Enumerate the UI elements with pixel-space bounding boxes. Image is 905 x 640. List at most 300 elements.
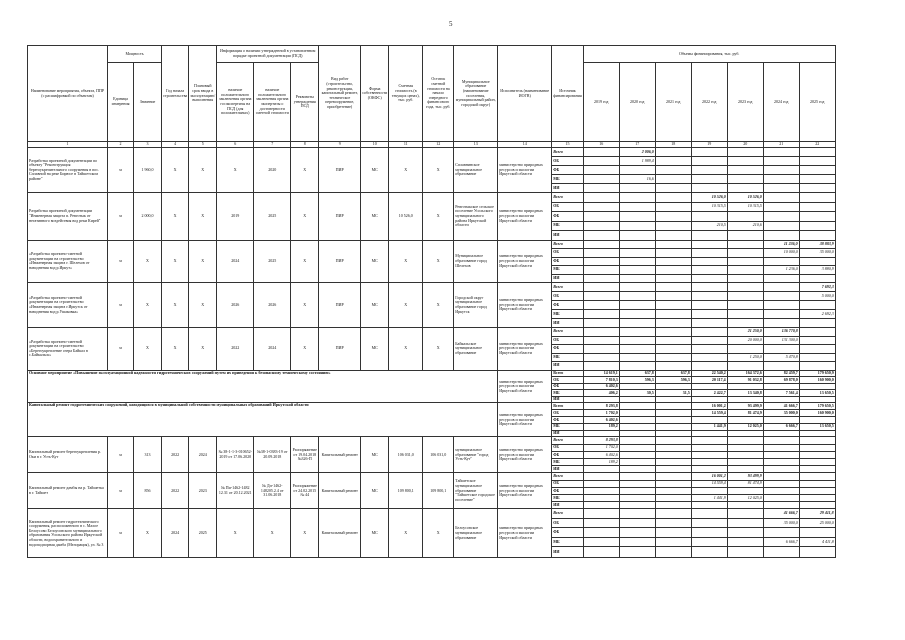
funding-total <box>727 396 763 403</box>
section-title: Капитальный ремонт гидротехнических сооружений, находящихся в муниципальной собственности муниципальных образований Иркутской области <box>28 403 498 437</box>
column-number: 12 <box>423 142 454 148</box>
funding-value <box>799 274 835 283</box>
executor: министерство природных ресурсов и экологии Иркутской области <box>498 193 552 241</box>
funding-value <box>691 528 727 538</box>
funding-value: 4 411,8 <box>799 537 835 547</box>
funding-value: 93 499,9 <box>727 473 763 480</box>
funding-value <box>655 184 691 193</box>
funding-value <box>583 494 619 501</box>
funding-value <box>799 494 835 501</box>
column-number: 8 <box>291 142 319 148</box>
funding-value <box>655 202 691 212</box>
psd-approval: X <box>291 283 319 328</box>
funding-value <box>727 502 763 509</box>
funding-source: ОБ <box>552 480 583 487</box>
capacity-unit: м <box>108 473 134 509</box>
funding-value <box>727 518 763 528</box>
funding-value: 12 025,0 <box>727 494 763 501</box>
funding-total <box>655 423 691 430</box>
funding-total <box>691 417 727 424</box>
funding-value <box>763 494 799 501</box>
funding-total: 35 000,0 <box>763 410 799 417</box>
funding-value <box>583 353 619 362</box>
funding-value: 10 315,5 <box>691 202 727 212</box>
funding-value <box>583 480 619 487</box>
funding-source: ИИ <box>552 547 583 558</box>
funding-total <box>655 396 691 403</box>
funding-value: 35 000,0 <box>763 518 799 528</box>
funding-value <box>799 444 835 451</box>
funding-source: ОБ <box>552 336 583 345</box>
funding-value <box>583 266 619 275</box>
page-number: 5 <box>449 20 453 28</box>
funding-source: Всего <box>552 473 583 480</box>
estimate-cost: X <box>389 240 423 283</box>
funding-value <box>655 257 691 266</box>
work-type: ПИР <box>319 328 361 371</box>
psd-approval: X <box>291 328 319 371</box>
funding-value: 7 692,3 <box>799 283 835 292</box>
funding-value <box>619 537 655 547</box>
funding-value <box>619 292 655 301</box>
funding-total <box>691 430 727 437</box>
completion-year: X <box>189 193 217 241</box>
funding-source: ФБ <box>552 383 583 390</box>
column-number: 7 <box>254 142 291 148</box>
funding-value <box>691 518 727 528</box>
funding-value <box>655 353 691 362</box>
funding-source: МБ <box>552 175 583 184</box>
column-number: 13 <box>454 142 498 148</box>
funding-value <box>763 257 799 266</box>
funding-value <box>583 466 619 473</box>
funding-total: 22 540,2 <box>691 370 727 377</box>
funding-source: ФБ <box>552 487 583 494</box>
funding-value <box>691 328 727 337</box>
object-name: «Разработка проектно-сметной документации на строительство «Инженерная защита г.Иркутск от наводнения вод р.Ушаковка» <box>28 283 108 328</box>
funding-value <box>583 310 619 319</box>
funding-value <box>583 283 619 292</box>
header-remaining: Остаток сметной стоимости на начало очередного финансового года, тыс. руб. <box>423 46 454 142</box>
funding-value <box>583 274 619 283</box>
funding-total <box>763 430 799 437</box>
funding-value <box>763 310 799 319</box>
capacity-unit: м <box>108 240 134 283</box>
header-sources: Источник финансирования <box>552 46 583 142</box>
funding-value <box>619 502 655 509</box>
funding-value <box>691 509 727 519</box>
funding-total <box>619 396 655 403</box>
funding-value <box>619 319 655 328</box>
funding-total <box>655 383 691 390</box>
funding-source: МБ <box>552 353 583 362</box>
funding-value <box>619 473 655 480</box>
psd-approval: X <box>291 509 319 558</box>
funding-value <box>691 437 727 444</box>
funding-source: Всего <box>552 283 583 292</box>
funding-value <box>619 518 655 528</box>
capacity-unit: м <box>108 283 134 328</box>
header-doc-info: Информация о наличии утвержденной в установленном порядке проектной документации (ПСД) <box>217 46 319 63</box>
remaining-cost: X <box>423 148 454 193</box>
funding-total: 14 619,1 <box>583 370 619 377</box>
funding-source: Всего <box>552 328 583 337</box>
funding-value <box>799 345 835 354</box>
funding-total <box>691 383 727 390</box>
funding-value: 136 770,8 <box>763 328 799 337</box>
object-name: «Разработка проектно-сметной документации на строительство «Берегоукрепление озера Байкал в с.Байкальск» <box>28 328 108 371</box>
municipality: Городской округ муниципальное образование город Иркутск <box>454 283 498 328</box>
funding-value <box>583 292 619 301</box>
source-row <box>28 240 836 249</box>
funding-value <box>619 257 655 266</box>
capacity-unit: м <box>108 509 134 558</box>
capacity-unit: м <box>108 437 134 473</box>
funding-value <box>691 466 727 473</box>
funding-value <box>583 148 619 157</box>
funding-value: 25 000,0 <box>799 518 835 528</box>
funding-value <box>799 221 835 231</box>
funding-value <box>583 528 619 538</box>
funding-value <box>799 148 835 157</box>
header-year-2025: 2025 год <box>799 63 835 142</box>
funding-value <box>727 345 763 354</box>
funding-value <box>763 362 799 371</box>
ownership-form: МС <box>361 148 389 193</box>
funding-value <box>799 362 835 371</box>
capacity-value: X <box>134 509 162 558</box>
funding-value <box>727 310 763 319</box>
remaining-cost: X <box>423 240 454 283</box>
funding-value <box>655 319 691 328</box>
funding-value <box>799 328 835 337</box>
funding-source: ИИ <box>552 362 583 371</box>
funding-total <box>763 383 799 390</box>
municipality: Сплавнинское муниципальное образование <box>454 148 498 193</box>
funding-value <box>799 547 835 558</box>
work-type: ПИР <box>319 283 361 328</box>
funding-value <box>763 292 799 301</box>
expertise-conclusion: 2022 <box>217 328 254 371</box>
funding-source: ИИ <box>552 396 583 403</box>
funding-value: 2 006,0 <box>619 148 655 157</box>
funding-value <box>655 212 691 222</box>
funding-value <box>691 336 727 345</box>
executor: министерство природных ресурсов и экологии Иркутской области <box>498 437 552 473</box>
funding-total: 2 422,7 <box>691 390 727 397</box>
funding-total: 179 650,5 <box>799 403 835 410</box>
funding-source: ФБ <box>552 528 583 538</box>
funding-value <box>655 437 691 444</box>
start-year: 2022 <box>162 473 189 509</box>
funding-value <box>799 336 835 345</box>
funding-value <box>655 444 691 451</box>
investment-table <box>27 45 836 558</box>
funding-value <box>763 166 799 175</box>
object-name: Капитальный ремонт дамбы на р. Тайшетка в г. Тайшет <box>28 473 108 509</box>
funding-value <box>727 148 763 157</box>
funding-value: 21 250,0 <box>727 328 763 337</box>
funding-value <box>655 221 691 231</box>
reliability-conclusion: № Дп-1462-148205.2.4 от 31.06.2018 <box>254 473 291 509</box>
funding-total: 31,5 <box>655 390 691 397</box>
start-year: X <box>162 283 189 328</box>
funding-source: МБ <box>552 494 583 501</box>
funding-value <box>799 528 835 538</box>
funding-value <box>619 353 655 362</box>
funding-value: 35 000,0 <box>799 249 835 258</box>
funding-source: ФБ <box>552 166 583 175</box>
funding-value <box>655 292 691 301</box>
estimate-cost: X <box>389 328 423 371</box>
funding-value <box>655 502 691 509</box>
funding-value <box>763 459 799 466</box>
funding-total: 81 474,9 <box>727 410 763 417</box>
capacity-value: 1 960,0 <box>134 148 162 193</box>
funding-value <box>691 212 727 222</box>
header-year-2019: 2019 год <box>583 63 619 142</box>
section-title: Основное мероприятие «Повышение эксплуатационной надежности гидротехнических сооружений путем их приведения к безопасному техническому состоянию» <box>28 370 498 403</box>
header-unit: Единица измерения <box>108 63 134 142</box>
funding-source: ОБ <box>552 202 583 212</box>
funding-source: ОБ <box>552 157 583 166</box>
funding-value: 210,6 <box>727 221 763 231</box>
reliability-conclusion: 2026 <box>254 283 291 328</box>
column-number: 1 <box>28 142 108 148</box>
funding-value <box>799 353 835 362</box>
funding-value <box>619 301 655 310</box>
source-row <box>28 473 836 480</box>
funding-source: ИИ <box>552 502 583 509</box>
executor: министерство природных ресурсов и экологии Иркутской области <box>498 240 552 283</box>
funding-value <box>691 266 727 275</box>
funding-total <box>799 396 835 403</box>
remaining-cost: X <box>423 328 454 371</box>
funding-source: ОБ <box>552 249 583 258</box>
funding-value <box>691 502 727 509</box>
psd-approval: X <box>291 240 319 283</box>
funding-value <box>655 157 691 166</box>
funding-value <box>691 292 727 301</box>
funding-value <box>763 480 799 487</box>
funding-source: Всего <box>552 240 583 249</box>
reliability-conclusion: 2020 <box>254 148 291 193</box>
header-doc2: наличие положительного заключения органа экспертизы о достоверности сметной стоимости <box>254 63 291 142</box>
reliability-conclusion: №38-1-0383-19 от 20.09.2018 <box>254 437 291 473</box>
funding-value <box>583 547 619 558</box>
funding-value <box>799 202 835 212</box>
funding-value <box>763 528 799 538</box>
funding-value <box>583 202 619 212</box>
funding-value <box>619 362 655 371</box>
funding-value <box>727 231 763 241</box>
funding-total <box>619 417 655 424</box>
funding-value <box>763 437 799 444</box>
funding-total: 7 561,4 <box>763 390 799 397</box>
funding-value <box>763 502 799 509</box>
funding-source: ФБ <box>552 417 583 424</box>
funding-value <box>763 184 799 193</box>
funding-value <box>727 283 763 292</box>
funding-value: 11 236,0 <box>763 240 799 249</box>
funding-value <box>799 451 835 458</box>
funding-source: Всего <box>552 370 583 377</box>
funding-value <box>691 184 727 193</box>
funding-source: МБ <box>552 221 583 231</box>
funding-value <box>691 283 727 292</box>
funding-value <box>619 310 655 319</box>
section-executor: министерство природных ресурсов и экологии Иркутской области <box>498 403 552 437</box>
funding-value <box>799 473 835 480</box>
column-number: 16 <box>583 142 619 148</box>
funding-total <box>583 430 619 437</box>
start-year: 2024 <box>162 509 189 558</box>
funding-value <box>619 509 655 519</box>
funding-value <box>691 451 727 458</box>
funding-source: ИИ <box>552 466 583 473</box>
funding-total: 179 650,9 <box>799 370 835 377</box>
expertise-conclusion: X <box>217 148 254 193</box>
funding-value: 10 526,0 <box>691 193 727 203</box>
municipality: Тайшетское муниципальное образование "Тайшетское городское поселение" <box>454 473 498 509</box>
column-number: 2 <box>108 142 134 148</box>
estimate-cost: 109 800,1 <box>389 473 423 509</box>
header-work-type: Вид работ (строительство, реконструкция, капитальный ремонт, техническое перевооружение, приобретение) <box>319 46 361 142</box>
funding-total <box>691 396 727 403</box>
funding-value: 3 880,9 <box>799 266 835 275</box>
column-number: 19 <box>691 142 727 148</box>
funding-value <box>619 266 655 275</box>
ownership-form: МС <box>361 473 389 509</box>
funding-total: 30,5 <box>619 390 655 397</box>
funding-value <box>727 362 763 371</box>
funding-source: МБ <box>552 390 583 397</box>
source-row <box>28 437 836 444</box>
funding-value <box>655 193 691 203</box>
funding-value <box>799 466 835 473</box>
column-number: 10 <box>361 142 389 148</box>
funding-value: 10 000,0 <box>763 249 799 258</box>
funding-value <box>799 502 835 509</box>
funding-value <box>727 528 763 538</box>
header-year-2023: 2023 год <box>727 63 763 142</box>
header-ownership: Форма собственности (ОКФС) <box>361 46 389 142</box>
funding-value <box>583 184 619 193</box>
funding-value <box>583 301 619 310</box>
source-row <box>28 328 836 337</box>
funding-value <box>727 292 763 301</box>
funding-source: ФБ <box>552 257 583 266</box>
funding-value <box>619 437 655 444</box>
funding-value <box>691 157 727 166</box>
funding-value <box>655 480 691 487</box>
funding-value: 189,2 <box>583 459 619 466</box>
header-municipality: Муниципальное образование (наименование поселения, муниципальный район, городской округ) <box>454 46 498 142</box>
funding-value: 1 441,9 <box>691 494 727 501</box>
funding-value <box>655 528 691 538</box>
funding-value <box>763 319 799 328</box>
funding-value <box>763 466 799 473</box>
funding-value <box>727 459 763 466</box>
funding-value <box>655 487 691 494</box>
funding-value <box>655 466 691 473</box>
expertise-conclusion: 2024 <box>217 240 254 283</box>
funding-value <box>691 175 727 184</box>
completion-year: X <box>189 283 217 328</box>
municipality: Ревготыкское сельское поселение Усольского муниципального района Иркутской области <box>454 193 498 241</box>
funding-value <box>619 336 655 345</box>
funding-value <box>691 353 727 362</box>
funding-value <box>619 494 655 501</box>
work-type: Капитальный ремонт <box>319 509 361 558</box>
funding-value <box>727 240 763 249</box>
work-type: ПИР <box>319 240 361 283</box>
header-funding: Объемы финансирования, тыс. руб. <box>583 46 835 63</box>
funding-total: 164 372,6 <box>727 370 763 377</box>
ownership-form: МС <box>361 437 389 473</box>
funding-source: ОБ <box>552 410 583 417</box>
funding-value <box>583 509 619 519</box>
funding-value <box>727 166 763 175</box>
funding-total <box>799 383 835 390</box>
funding-value <box>619 444 655 451</box>
ownership-form: МС <box>361 283 389 328</box>
funding-total: 406,2 <box>583 390 619 397</box>
column-number: 14 <box>498 142 552 148</box>
header-executor: Исполнитель (наименование ИОГВ) <box>498 46 552 142</box>
psd-approval: X <box>291 148 319 193</box>
funding-value <box>619 212 655 222</box>
funding-value <box>727 157 763 166</box>
funding-value <box>655 494 691 501</box>
funding-value: 131 300,0 <box>763 336 799 345</box>
funding-value <box>655 459 691 466</box>
ownership-form: МС <box>361 240 389 283</box>
funding-value <box>691 310 727 319</box>
funding-value <box>691 459 727 466</box>
funding-value <box>763 193 799 203</box>
funding-total <box>799 430 835 437</box>
funding-value <box>655 518 691 528</box>
funding-value <box>691 274 727 283</box>
funding-value <box>583 240 619 249</box>
expertise-conclusion: № Пи-1462-1482 12.31 от 20.12.2021 <box>217 473 254 509</box>
column-number: 21 <box>763 142 799 148</box>
funding-value <box>691 301 727 310</box>
funding-value <box>763 157 799 166</box>
executor: министерство природных ресурсов и экологии Иркутской области <box>498 328 552 371</box>
funding-value <box>655 283 691 292</box>
funding-total: 7 810,3 <box>583 377 619 384</box>
column-number: 9 <box>319 142 361 148</box>
estimate-cost: X <box>389 148 423 193</box>
ownership-form: МС <box>361 328 389 371</box>
funding-value: 8 293,8 <box>583 437 619 444</box>
funding-value <box>727 301 763 310</box>
completion-year: 2024 <box>189 437 217 473</box>
funding-value <box>583 193 619 203</box>
capacity-value: X <box>134 283 162 328</box>
funding-total <box>727 430 763 437</box>
column-number: 11 <box>389 142 423 148</box>
funding-value <box>799 257 835 266</box>
start-year: X <box>162 193 189 241</box>
funding-value <box>799 231 835 241</box>
funding-total: 91 032,8 <box>727 377 763 384</box>
funding-value: 1 989,4 <box>619 157 655 166</box>
funding-value <box>655 274 691 283</box>
funding-value <box>583 212 619 222</box>
